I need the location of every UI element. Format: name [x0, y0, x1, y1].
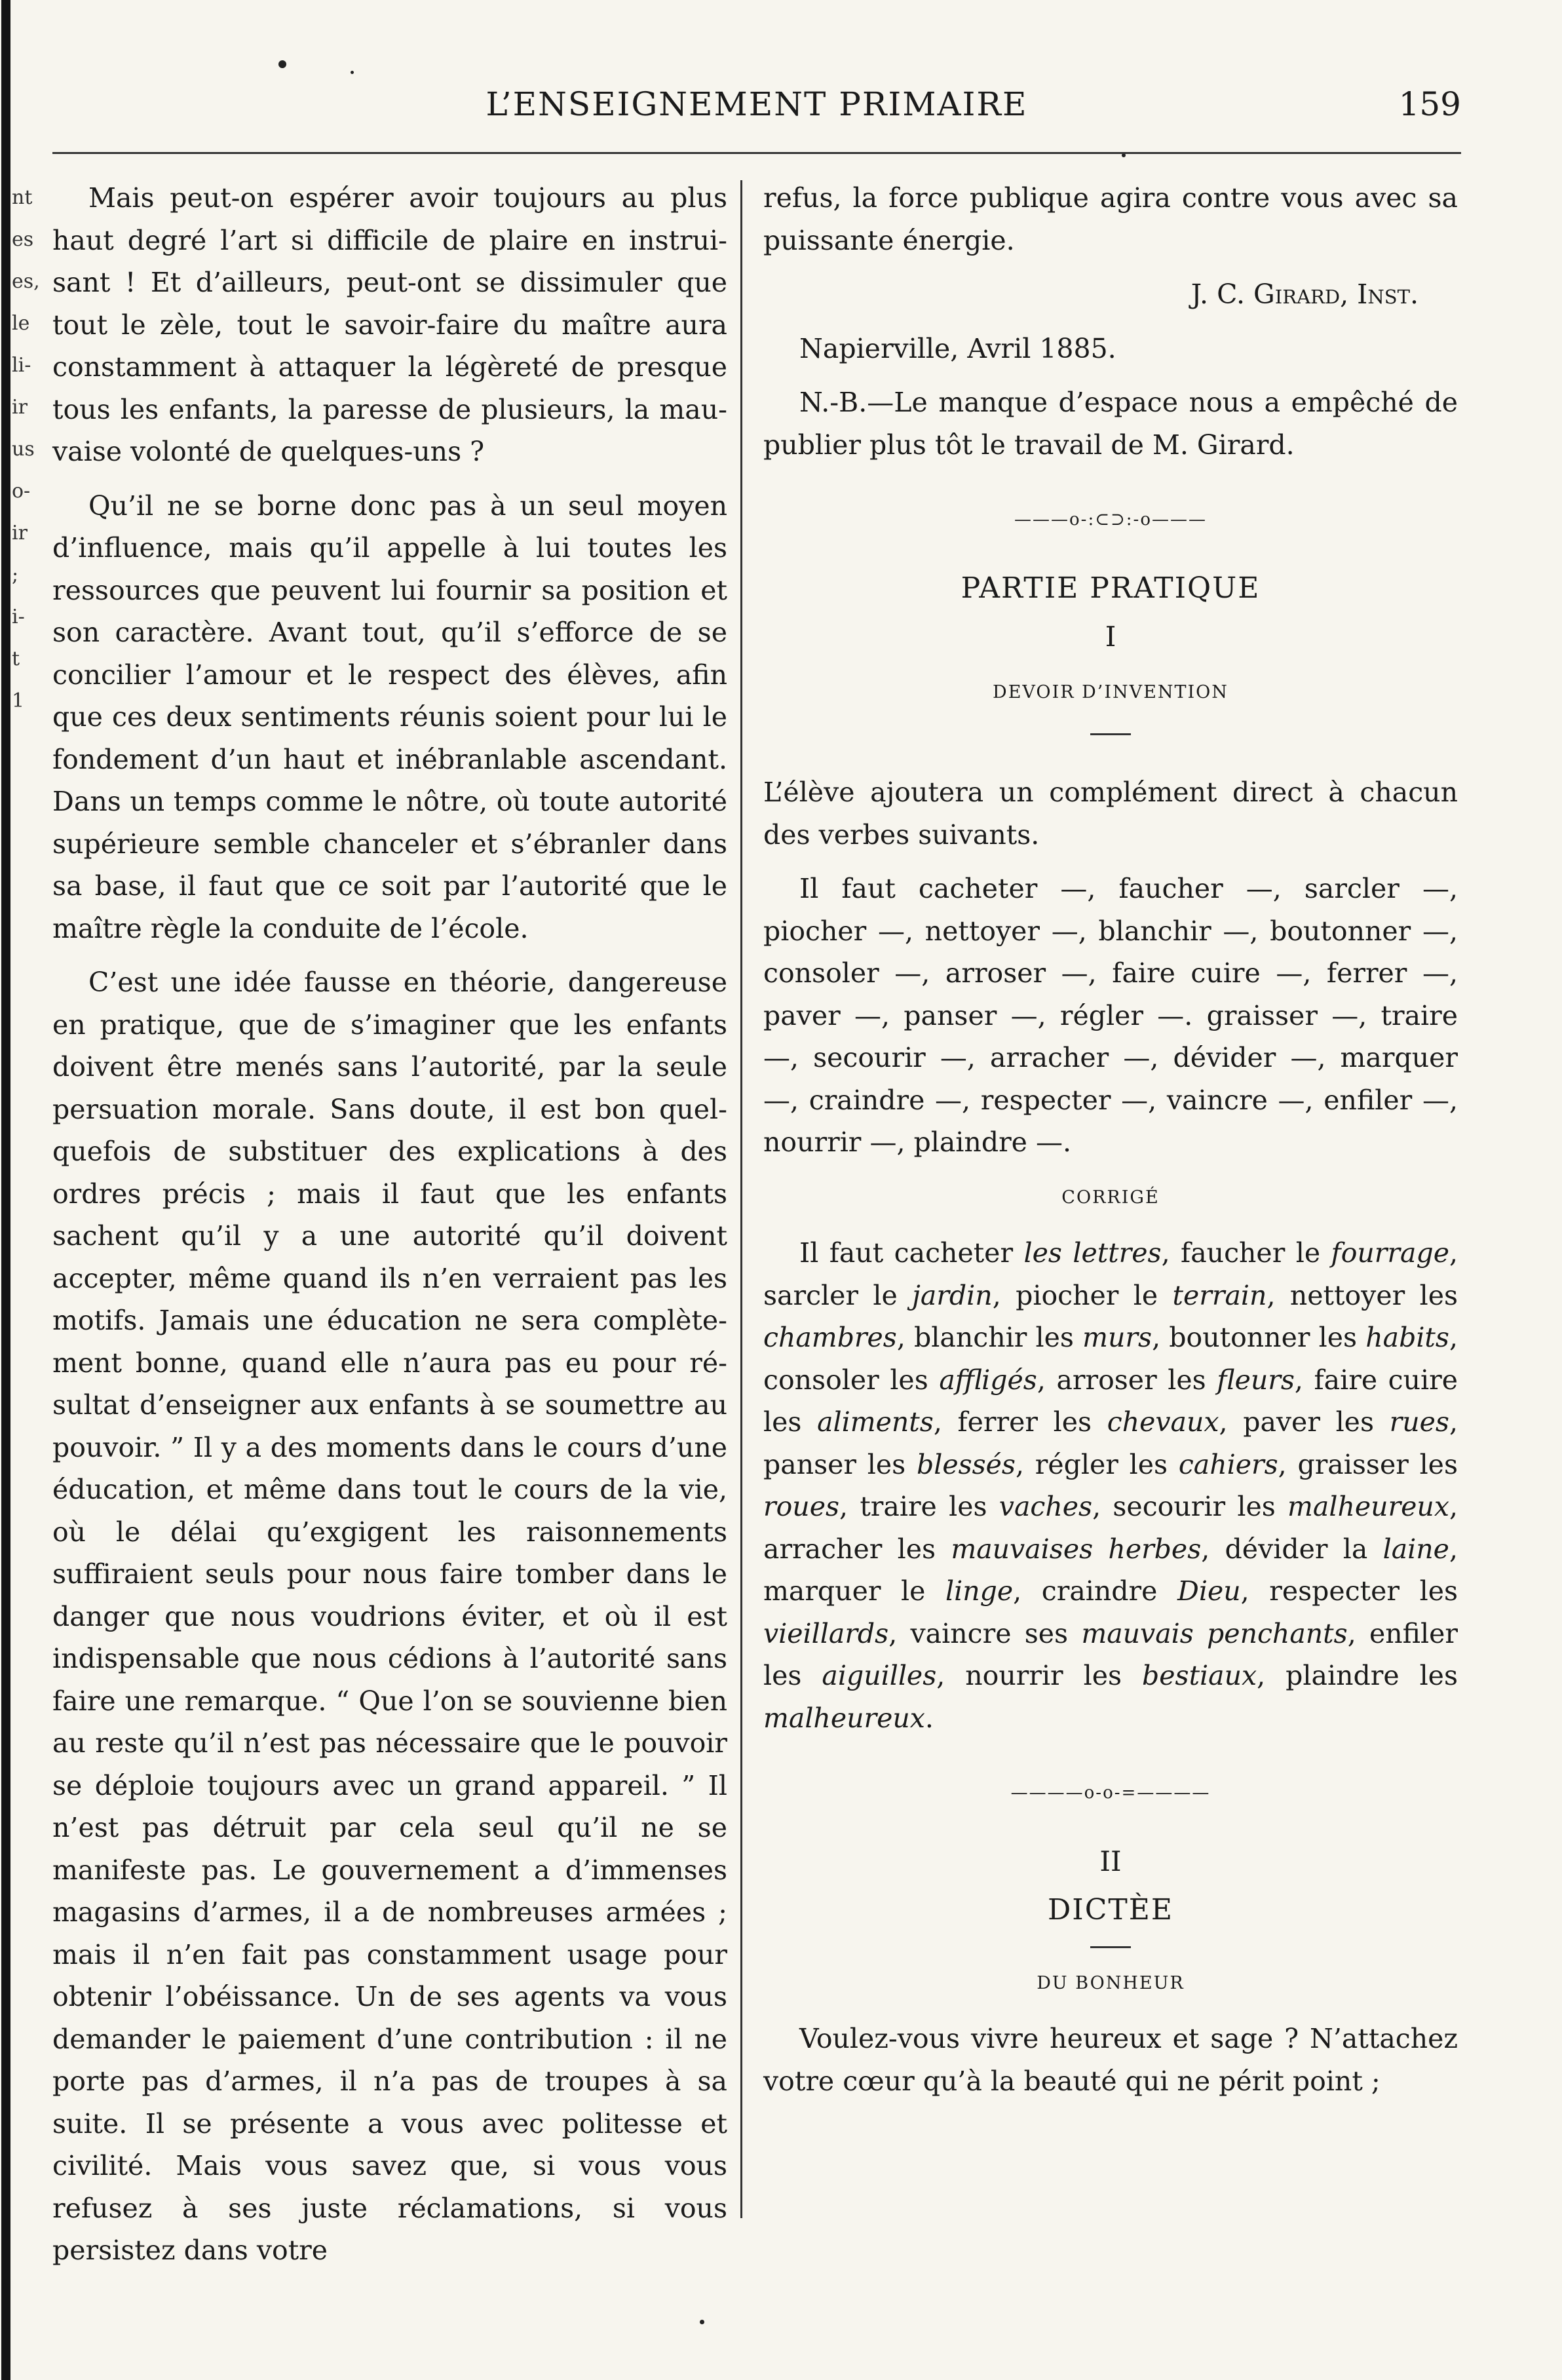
- corrige-text: , dévider la: [1201, 1533, 1383, 1565]
- running-title: L’ENSEIGNEMENT PRIMAIRE: [486, 85, 1028, 123]
- dictation-text: Voulez-vous vivre heureux et sage ? N’attachez votre cœur qu’à la beauté qui ne périt point ;: [763, 2023, 1458, 2097]
- dictation-subheading: DU BONHEUR: [1037, 1972, 1185, 1993]
- answer-complement: vaches: [999, 1491, 1093, 1522]
- short-rule: [1090, 1946, 1131, 1948]
- answer-complement: vieillards: [763, 1617, 889, 1649]
- dictation-title: DICTÈE: [1048, 1893, 1173, 1927]
- gutter-fragment: 1: [12, 689, 25, 712]
- corrige-text: , nourrir les: [936, 1660, 1143, 1691]
- answer-complement: laine: [1382, 1533, 1449, 1565]
- adjacent-page-fragments: [12, 177, 45, 722]
- corrige-text: , boutonner les: [1152, 1322, 1366, 1353]
- continued-paragraph: refus, la force publique agira contre vous avec sa puissante énergie.: [763, 182, 1458, 256]
- body-paragraph: C’est une idée fausse en théorie, dangereuse en pratique, que de s’imaginer que les enfants doivent être menés sans l’autorité, par la seule persuation morale. Sans doute, il est bon quelquefois de substituer des explications à des ordres précis ; mais il faut que les enfants sachent qu’il y a une autorité qu’il doivent accepter, même quand ils n’en verraient pas les motifs. Jamais une éducation ne sera complètement bonne, quand elle n’aura pas eu pour résultat d’enseigner aux enfants à se soumettre au pouvoir. ” Il y a des moments dans le cours d’une éducation, et même dans tout le cours de la vie, où le délai qu’exgigent les raisonnements suffiraient seuls pour nous faire tomber dans le danger que nous voudrions éviter, et où il est indispensable que nous cédions à l’autorité sans faire une remarque. “ Que l’on se souvienne bien au reste qu’il n’est pas nécessaire que le pouvoir se déploie toujours avec un grand appareil. ” Il n’est pas détruit par cela seul qu’il ne se manifeste pas. Le gouvernement a d’immenses magasins d’armes, il a de nombreuses armées ; mais il n’en fait pas constamment usage pour obtenir l’obéissance. Un de ses agents va vous demander le paiement d’une contribution : il ne porte pas d’armes, il n’a pas de troupes à sa suite. Il se présente a vous avec politesse et civilité. Mais vous savez que, si vous vous refusez à ses juste réclamations, si vous persistez dans votre: [52, 967, 727, 2266]
- answer-complement: mauvais penchants: [1081, 1617, 1348, 1649]
- corrige-text: , arroser les: [1037, 1364, 1217, 1396]
- gutter-fragment: t: [12, 647, 20, 670]
- scan-speck: [700, 2320, 704, 2324]
- answer-complement: jardin: [912, 1279, 993, 1311]
- page-header: [52, 85, 1461, 138]
- gutter-fragment: es: [12, 228, 34, 251]
- answer-complement: roues: [763, 1491, 839, 1522]
- corrige-text: , enfiler les: [763, 1617, 1458, 1691]
- answer-complement: aiguilles: [822, 1660, 937, 1691]
- corrige-text: , faire cuire les: [763, 1364, 1458, 1438]
- answer-complement: mauvaises herbes: [951, 1533, 1202, 1565]
- corrige-text: , régler les: [1015, 1448, 1179, 1480]
- scan-binding-edge: [1, 0, 10, 2380]
- corrige-text: , nettoyer les: [1267, 1279, 1458, 1311]
- answer-complement: linge: [945, 1575, 1014, 1607]
- corrige-text: , blanchir les: [896, 1322, 1083, 1353]
- corrige-text: , piocher le: [992, 1279, 1173, 1311]
- answer-complement: fleurs: [1217, 1364, 1295, 1396]
- gutter-fragment: ir: [12, 396, 28, 419]
- exercise-instruction: L’élève ajoutera un complément direct à chacun des verbes suivants.: [763, 777, 1458, 851]
- corrige-heading: CORRIGÉ: [1061, 1187, 1160, 1208]
- corrige-text: , arracher les: [763, 1491, 1458, 1565]
- page-number: 159: [1398, 85, 1461, 123]
- column-divider: [740, 180, 742, 2218]
- corrige-text: , sarcler le: [763, 1237, 1458, 1311]
- gutter-fragment: i-: [12, 605, 25, 628]
- corrige-text: , respecter les: [1240, 1575, 1458, 1607]
- answer-complement: bestiaux: [1142, 1660, 1257, 1691]
- corrige-text: .: [924, 1702, 934, 1734]
- answer-complement: Dieu: [1177, 1575, 1241, 1607]
- gutter-fragment: le: [12, 312, 30, 335]
- gutter-fragment: li-: [12, 354, 31, 377]
- exercise-verbs: Il faut cacheter —, faucher —, sarcler —, piocher —, nettoyer —, blanchir —, boutonner —, consoler —, arroser —, faire cuire —, ferrer —, paver —, panser —, régler —. graisser —, traire —, secourir —, arracher —, dévider —, marquer —, craindre —, respecter —, vaincre —, enfiler —, nourrir —, plaindre —.: [763, 873, 1458, 1158]
- dateline: Napierville, Avril 1885.: [799, 332, 1116, 364]
- corrige-paragraph: [763, 1232, 1458, 1739]
- answer-complement: chevaux: [1107, 1406, 1219, 1438]
- gutter-fragment: nt: [12, 186, 33, 209]
- corrige-text: , traire les: [839, 1491, 999, 1522]
- answer-complement: affligés: [939, 1364, 1037, 1396]
- body-paragraph: Mais peut-on espérer avoir toujours au plus haut degré l’art si difficile de plaire en instruisant ! Et d’ailleurs, peut-ont se dissimuler que tout le zèle, tout le savoir-faire du maître aura constamment à attaquer la légèreté de presque tous les enfants, la paresse de plusieurs, la mauvaise volonté de quelques-uns ?: [52, 182, 727, 467]
- corrige-text: , secourir les: [1092, 1491, 1288, 1522]
- corrige-text: , craindre: [1013, 1575, 1177, 1607]
- exercise-subheading: DEVOIR D’INVENTION: [993, 681, 1229, 702]
- section-ornament: ————o-o-=————: [1010, 1783, 1211, 1803]
- answer-complement: aliments: [817, 1406, 934, 1438]
- right-column: [763, 177, 1458, 2114]
- short-rule: [1090, 733, 1131, 735]
- gutter-fragment: ir: [12, 522, 28, 545]
- answer-complement: les lettres: [1023, 1237, 1162, 1269]
- corrige-text: , faucher le: [1161, 1237, 1331, 1269]
- corrige-text: , plaindre les: [1257, 1660, 1458, 1691]
- left-column: [52, 177, 727, 2284]
- answer-complement: fourrage: [1331, 1237, 1449, 1269]
- section-title: PARTIE PRATIQUE: [961, 571, 1261, 605]
- gutter-fragment: o-: [12, 480, 31, 503]
- header-rule: [52, 152, 1461, 154]
- gutter-fragment: ;: [12, 564, 19, 586]
- gutter-fragment: es,: [12, 270, 40, 293]
- exercise-numeral: I: [1105, 621, 1116, 653]
- answer-complement: habits: [1365, 1322, 1449, 1353]
- corrige-text: , panser les: [763, 1406, 1458, 1480]
- answer-complement: murs: [1082, 1322, 1152, 1353]
- answer-complement: terrain: [1172, 1279, 1267, 1311]
- scan-speck: [278, 60, 286, 68]
- author-signature: J. C. Girard, Inst.: [1191, 278, 1419, 310]
- editor-note: N.-B.—Le manque d’espace nous a empêché de publier plus tôt le travail de M. Girard.: [763, 387, 1458, 461]
- corrige-text: , marquer le: [763, 1533, 1458, 1607]
- dictation-numeral: II: [1099, 1845, 1122, 1877]
- body-paragraph: Qu’il ne se borne donc pas à un seul moyen d’influence, mais qu’il appelle à lui toutes les ressources que peuvent lui fournir sa position et son caractère. Avant tout, qu’il s’efforce de se concilier l’amour et le respect des élèves, afin que ces deux sentiments réunis soient pour lui le fondement d’un haut et inébranlable ascendant. Dans un temps comme le nôtre, où toute autorité supérieure semble chanceler et s’ébranler dans sa base, il faut que ce soit par l’autorité que le maître règle la conduite de l’école.: [52, 489, 727, 944]
- corrige-text: , consoler les: [763, 1322, 1458, 1396]
- answer-complement: chambres: [763, 1322, 897, 1353]
- answer-complement: rues: [1389, 1406, 1449, 1438]
- gutter-fragment: us: [12, 438, 35, 461]
- answer-complement: malheureux: [763, 1702, 925, 1734]
- corrige-text: , paver les: [1219, 1406, 1390, 1438]
- scan-speck: [351, 71, 354, 74]
- answer-complement: cahiers: [1178, 1448, 1278, 1480]
- answer-complement: malheureux: [1287, 1491, 1449, 1522]
- corrige-text: , vaincre ses: [888, 1617, 1082, 1649]
- corrige-text: , ferrer les: [933, 1406, 1107, 1438]
- section-ornament: ———o-:⊂⊃:-o———: [1014, 510, 1207, 529]
- corrige-text: Il faut cacheter: [799, 1237, 1024, 1269]
- answer-complement: blessés: [916, 1448, 1016, 1480]
- corrige-text: , graisser les: [1278, 1448, 1458, 1480]
